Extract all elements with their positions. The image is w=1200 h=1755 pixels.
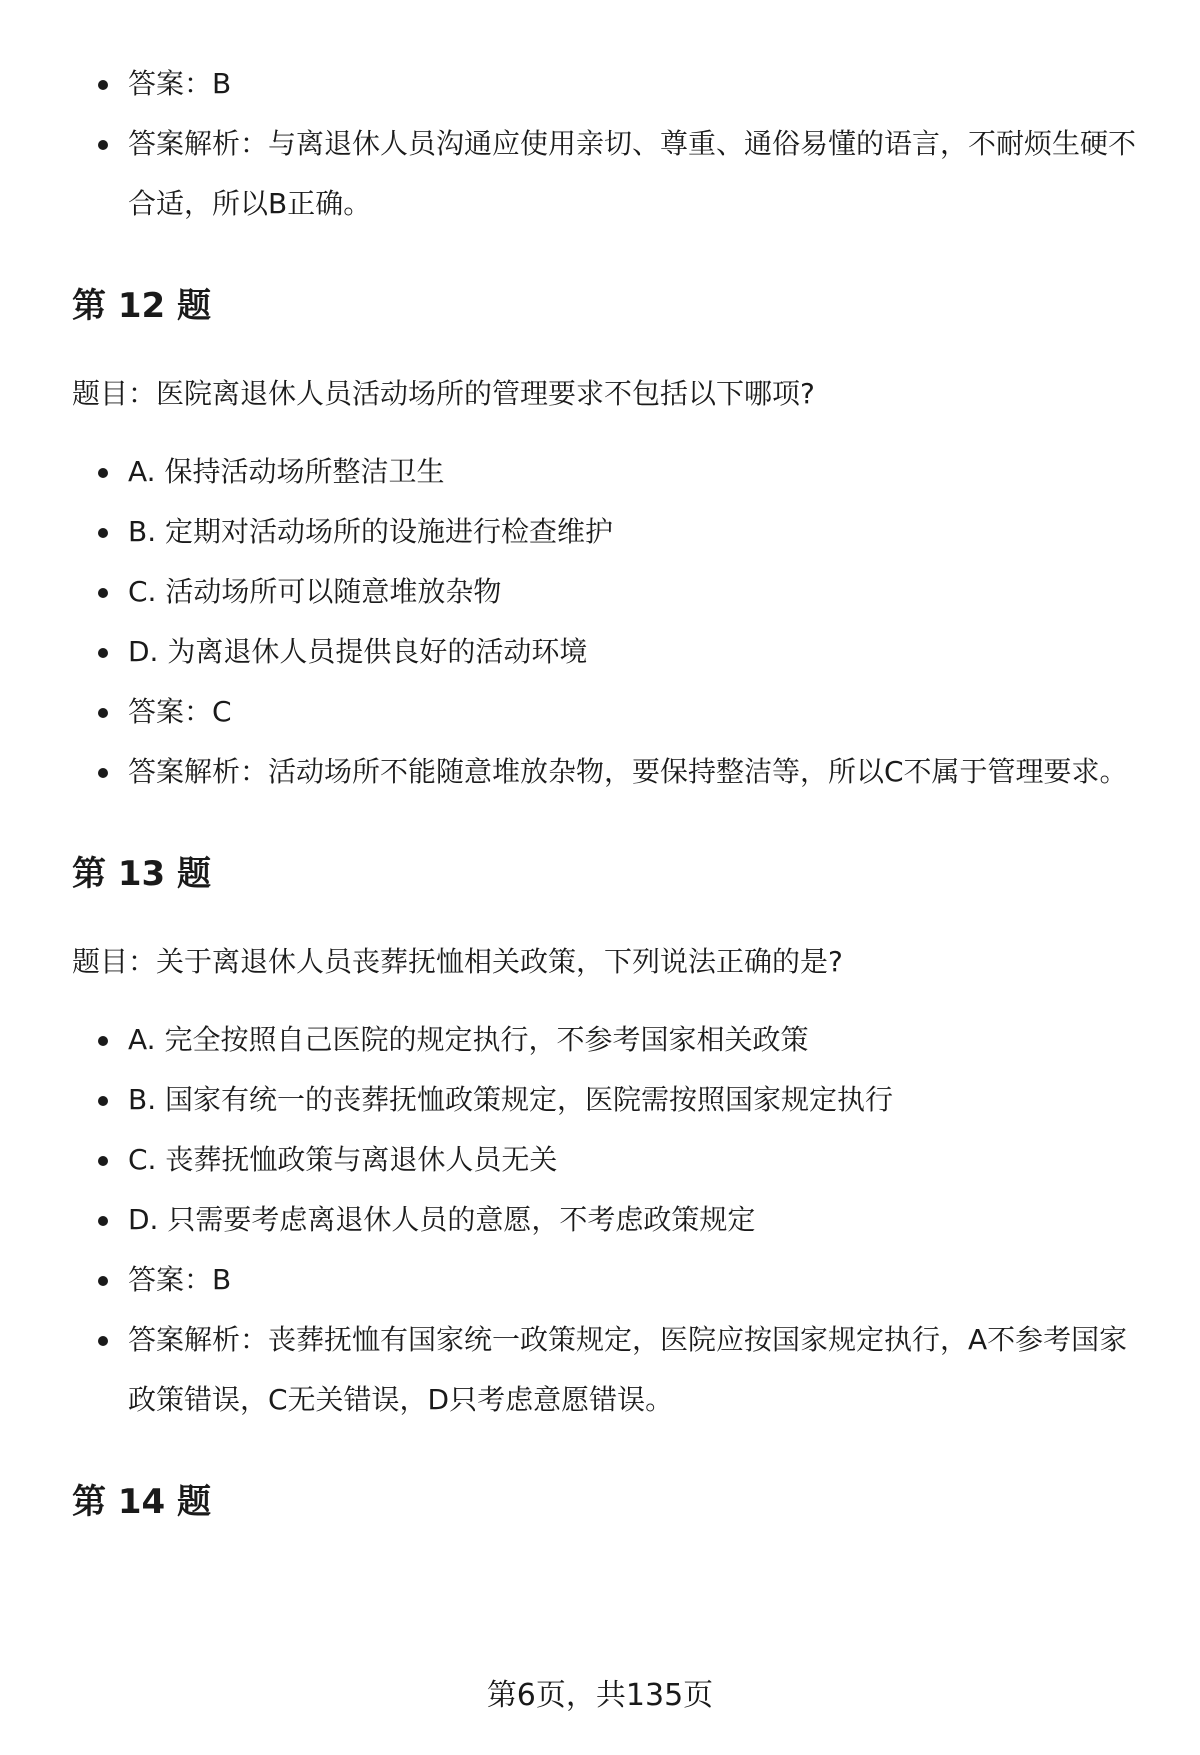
- explanation-item: 答案解析：活动场所不能随意堆放杂物，要保持整洁等，所以C不属于管理要求。: [72, 742, 1152, 802]
- page-footer: 第6页，共135页: [486, 1678, 714, 1713]
- answer-item: 答案：B: [72, 1250, 1152, 1310]
- option-b: B. 国家有统一的丧葬抚恤政策规定，医院需按照国家规定执行: [72, 1070, 1152, 1130]
- question-heading-13: 第 13 题: [72, 854, 211, 894]
- explanation-item: 答案解析：丧葬抚恤有国家统一政策规定，医院应按国家规定执行，A不参考国家政策错误，C无关错误，D只考虑意愿错误。: [72, 1310, 1152, 1430]
- option-a: A. 完全按照自己医院的规定执行，不参考国家相关政策: [72, 1010, 1152, 1070]
- option-d: D. 只需要考虑离退休人员的意愿，不考虑政策规定: [72, 1190, 1152, 1250]
- option-c: C. 丧葬抚恤政策与离退休人员无关: [72, 1130, 1152, 1190]
- q13-list: [72, 1010, 1152, 1430]
- page-content: [72, 54, 1152, 1522]
- q12-list: [72, 442, 1152, 802]
- question-text-13: 题目：关于离退休人员丧葬抚恤相关政策，下列说法正确的是?: [72, 945, 843, 978]
- question-heading-14: 第 14 题: [72, 1482, 211, 1522]
- option-a: A. 保持活动场所整洁卫生: [72, 442, 1152, 502]
- answer-item: 答案：B: [72, 54, 1152, 114]
- q11-tail-list: [72, 54, 1152, 234]
- question-text-12: 题目：医院离退休人员活动场所的管理要求不包括以下哪项?: [72, 377, 815, 410]
- question-heading-12: 第 12 题: [72, 286, 211, 326]
- option-b: B. 定期对活动场所的设施进行检查维护: [72, 502, 1152, 562]
- option-c: C. 活动场所可以随意堆放杂物: [72, 562, 1152, 622]
- option-d: D. 为离退休人员提供良好的活动环境: [72, 622, 1152, 682]
- answer-item: 答案：C: [72, 682, 1152, 742]
- explanation-item: 答案解析：与离退休人员沟通应使用亲切、尊重、通俗易懂的语言，不耐烦生硬不合适，所以B正确。: [72, 114, 1152, 234]
